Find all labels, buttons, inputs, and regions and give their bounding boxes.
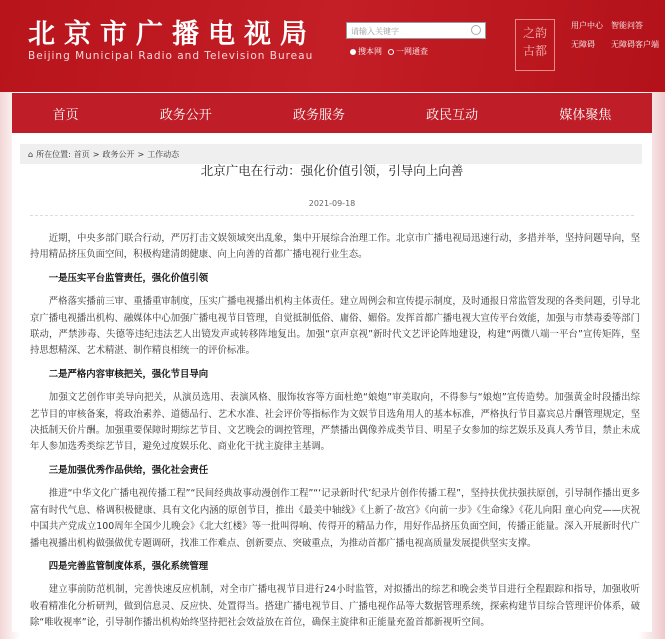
section-heading: 三是加强优秀作品供给，强化社会责任 [48,464,209,476]
link-user-center[interactable]: 用户中心 [571,21,603,30]
search-placeholder: 请输入关键字 [351,27,399,36]
site-logo-cn[interactable]: 北京市广播电视局 [28,19,316,50]
main-nav [12,93,652,133]
breadcrumb-news[interactable]: 工作动态 [147,149,180,159]
breadcrumb-gov[interactable]: 政务公开 [102,149,135,159]
nav-gov-services[interactable]: 政务服务 [292,107,345,123]
site-logo-en: Beijing Municipal Radio and Television Bureau [28,50,314,62]
section-text: 推进“中华文化广播电视传播工程”“民间经典故事动漫创作工程”“‘记录新时代’纪录片创作传播工程”，坚持扶优扶强扶原创，引导制作播出更多富有时代气息、格调积极健康、具有文化内涵的原创节目，推出《最美中轴线》《上新了·故宫》《向前一步》《生命缘》《花儿向阳 童心向党——庆祝中国共产党成立100周年全国少儿晚会》《北大红楼》等一批叫得响、传得开的精品力作，用好作品挤压负面空间，传播正能量。深入开展新时代广播电视播出机构做强做优专题调研，找准工作难点、创新要点、突破重点，为推动首都广播电视高质量发展提供坚实支撑。 [30,488,640,549]
breadcrumb-sep: > [92,149,100,159]
section-heading: 二是严格内容审核把关，强化节目导向 [48,368,209,380]
home-icon: ⌂ [28,149,34,159]
section-text: 建立事前防范机制，完善快速反应机制，对全市广播电视节目进行24小时监管，对拟播出的综艺和晚会类节目进行全程跟踪和指导，加强收听收看精准化分析研判，做到信息灵、反应快、处置得当。搭建广播电视节目、广播电视作品等大数据管理系统，探索构建节目综合管理评价体系，破除“唯收视率”论，引导制作播出机构始终坚持把社会效益放在首位，确保主旋律和正能量充盈首都新视听空间。 [30,584,640,629]
nav-gov-affairs[interactable]: 政务公开 [159,107,212,123]
radio-all-label: 一网通查 [396,47,428,56]
beijing-seal-logo: 之韵 古都 [515,19,555,71]
article-intro: 近期，中央多部门联合行动，严厉打击文娱领域突出乱象，集中开展综合治理工作。北京市广播电视局迅速行动，多措并举，坚持问题导向，坚持用精品挤压负面空间，积极构建清朗健康、向上向善的首都广播电视行业生态。 [30,233,640,261]
content-area [12,133,652,632]
section-text: 加强文艺创作审美导向把关，从演员选用、表演风格、服饰妆容等方面杜绝“娘炮”审美取向，不得参与“娘炮”宣传造势。加强黄金时段播出综艺节目的审核备案，将政治素养、道德品行、艺术水准、社会评价等指标作为文娱节目选角用人的基本标准，严格执行节目嘉宾总片酬管理规定，坚决抵制天价片酬。加强重要保障时期综艺节目、文艺晚会的调控管理，严禁播出偶像养成类节目、明星子女参加的综艺娱乐及真人秀节目，禁止未成年人参加选秀类综艺节目，避免过度娱乐化、商业化干扰主旋律主基调。 [30,392,640,453]
radio-site[interactable] [350,46,382,57]
nav-media[interactable]: 媒体聚焦 [559,107,612,123]
breadcrumb-home[interactable]: 首页 [73,149,90,159]
search-scope [350,46,428,57]
site-header [0,0,665,92]
radio-site-label: 搜本网 [358,47,382,56]
section-text: 严格落实播前三审、重播重审制度，压实广播电视播出机构主体责任。建立周例会和宣传提示制度，及时通报日常监管发现的各类问题，引导北京广播电视播出机构、融媒体中心加强广播电视节目管理，自觉抵制低俗、庸俗、媚俗。发挥首都广播电视大宣传平台效能，加强与市禁毒委等部门联动，严禁涉毒、失德等违纪违法艺人出镜发声或转移阵地复出。加强“京声京视”新时代文艺评论阵地建设，构建“两微八端一平台”宣传矩阵，坚持思想精深、艺术精湛、制作精良相统一的评价标准。 [30,296,640,357]
breadcrumb-sep: > [137,149,145,159]
article-body [30,231,640,639]
radio-all[interactable] [388,46,428,57]
nav-home[interactable]: 首页 [52,107,79,123]
article-title: 北京广电在行动：强化价值引领，引导向上向善 [200,163,464,178]
breadcrumb-label: 所在位置: [36,149,71,159]
nav-interaction[interactable]: 政民互动 [426,107,479,123]
link-smart-qa[interactable]: 智能问答 [611,21,643,30]
link-accessibility-client[interactable]: 无障碍客户端 [611,40,659,49]
radio-checked-icon [350,49,356,55]
divider [30,215,634,216]
section-heading: 四是完善监管制度体系，强化系统管理 [48,560,209,572]
article-date: 2021-09-18 [308,199,356,208]
link-accessibility[interactable]: 无障碍 [571,40,595,49]
section-heading: 一是压实平台监管责任，强化价值引领 [48,272,209,284]
search-icon[interactable] [471,25,481,35]
header-links [571,20,665,50]
radio-unchecked-icon [388,49,394,55]
search-input[interactable] [346,22,486,39]
